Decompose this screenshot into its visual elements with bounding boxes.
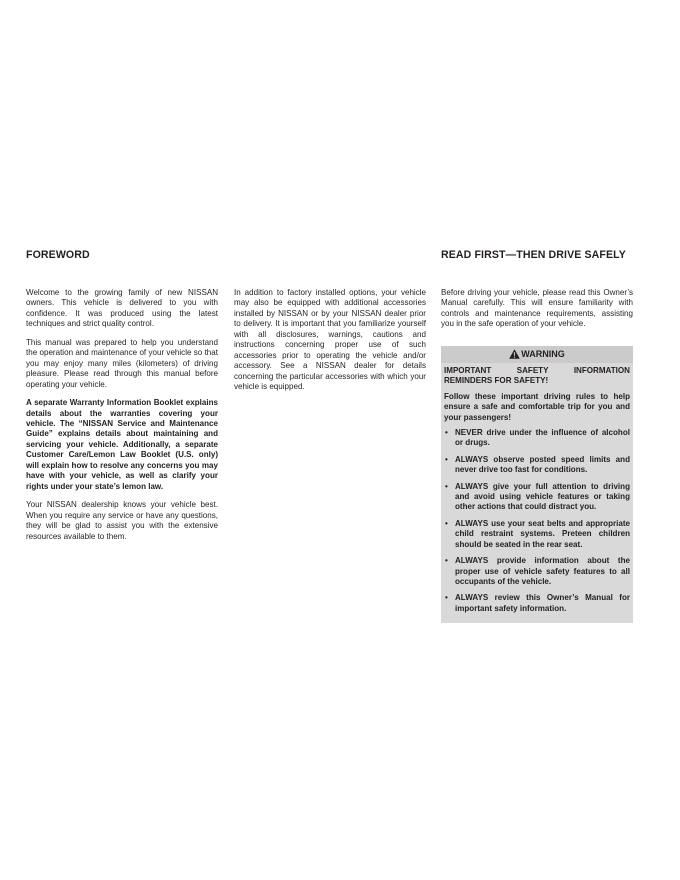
foreword-paragraph: Welcome to the growing family of new NISSAN owners. This vehicle is delivered to you with confidence. It was produced using the latest techniques and strict quality control. [26,288,218,329]
warning-box [441,346,633,623]
foreword-heading: FOREWORD [26,249,90,261]
warning-list-item [444,482,630,513]
warning-item-text: ALWAYS provide information about the proper use of vehicle safety features to all occupants of the vehicle. [455,556,630,586]
foreword-paragraph: Your NISSAN dealership knows your vehicle best. When you require any service or have any questions, they will be glad to assist you with the extensive resources available to them. [26,500,218,541]
warning-item-text: ALWAYS review this Owner’s Manual for important safety information. [455,593,630,613]
warning-list-item [444,455,630,476]
foreword-paragraph: This manual was prepared to help you understand the operation and maintenance of your vehicle so that you may enjoy many miles (kilometers) of driving pleasure. Please read through this manual before operating your vehicle. [26,337,218,389]
warning-list-item [444,428,630,449]
warning-list-item [444,556,630,587]
bullet-icon: • [445,454,448,464]
warning-lead: Follow these important driving rules to help ensure a safe and comfortable trip for you and your passengers! [444,391,630,422]
warning-item-text: ALWAYS observe posted speed limits and never drive too fast for conditions. [455,454,630,475]
warning-item-text: ALWAYS give your full attention to driving and avoid using vehicle features or taking other actions that could distract you. [455,481,630,512]
read-first-column [441,288,633,338]
warning-title-bar [441,346,633,363]
bullet-icon: • [445,518,448,528]
foreword-column-1 [26,288,218,550]
warranty-paragraph: A separate Warranty Information Booklet explains details about the warranties covering your vehicle. The “NISSAN Service and Maintenance Guide” explains details about maintaining and servicing your vehicle. Additionally, a separate Customer Care/Lemon Law Booklet (U.S. only) will explain how to resolve any concerns you may have with your vehicle, as well as clarify your rights under your state’s lemon law. [26,398,218,491]
warning-list-item [444,593,630,614]
warning-item-text: ALWAYS use your seat belts and appropriate child restraint systems. Preteen children should be seated in the rear seat. [455,518,630,549]
warning-body [441,363,633,614]
warning-triangle-icon [509,349,520,359]
accessories-paragraph: In addition to factory installed options, your vehicle may also be equipped with additional accessories installed by NISSAN or by your NISSAN dealer prior to delivery. It is important that you familiarize yourself with all disclosures, warnings, cautions and instructions concerning proper use of such accessories prior to operating the vehicle and/or accessory. See a NISSAN dealer for details concerning the particular accessories with which your vehicle is equipped. [234,288,426,392]
warning-item-text: NEVER drive under the influence of alcohol or drugs. [455,428,630,448]
bullet-icon: • [445,481,448,491]
bullet-icon: • [445,428,448,438]
warning-headline: IMPORTANT SAFETY INFORMATION REMINDERS FOR SAFETY! [444,366,630,386]
read-first-heading: READ FIRST—THEN DRIVE SAFELY [441,249,626,261]
bullet-icon: • [445,593,448,603]
warning-list-item [444,519,630,550]
foreword-column-2 [234,288,426,401]
read-first-intro: Before driving your vehicle, please read this Owner’s Manual carefully. This will ensure familiarity with controls and maintenance requirements, assisting you in the safe operation of your vehicle. [441,288,633,329]
warning-list [444,428,630,614]
bullet-icon: • [445,556,448,566]
warning-title: WARNING [521,349,565,359]
